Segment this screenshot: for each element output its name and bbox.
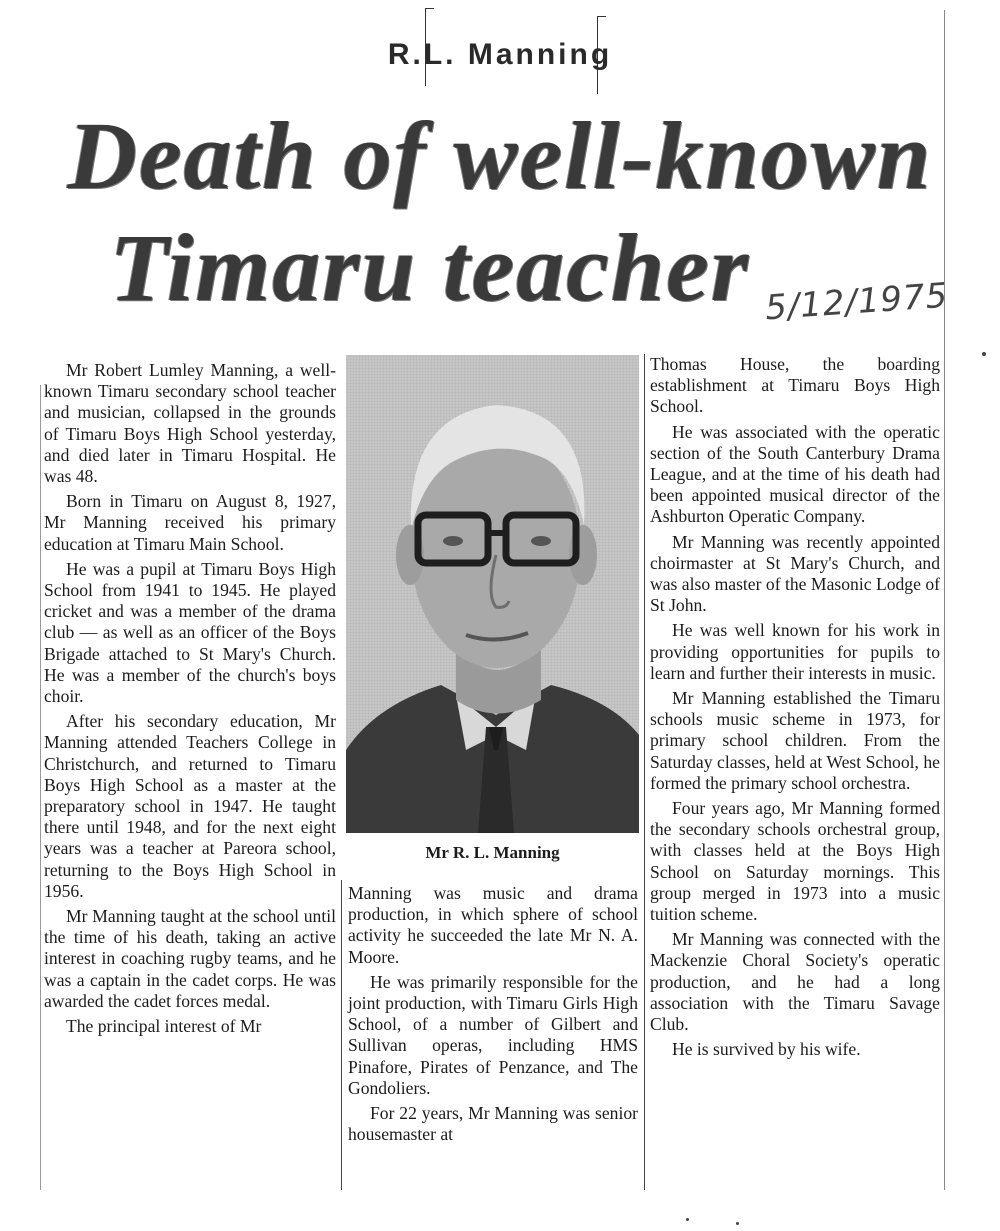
article-paragraph: He was primarily responsible for the joint production, with Timaru Girls High School, of a number of Gilbert and Sullivan operas, including HMS Pinafore, Pirates of Penzance, and The Gondoliers. [348, 971, 638, 1098]
article-kicker: R.L. Manning [387, 38, 613, 71]
article-column-middle [348, 883, 638, 1149]
article-paragraph: Mr Manning established the Timaru schools music scheme in 1973, for primary school children. From the Saturday classes, held at West School, he formed the primary school orchestra. [650, 688, 940, 793]
article-paragraph: Born in Timaru on August 8, 1927, Mr Manning received his primary education at Timaru Main School. [44, 491, 336, 554]
article-paragraph: For 22 years, Mr Manning was senior housemaster at [348, 1103, 638, 1145]
scan-speck [686, 1218, 689, 1221]
article-paragraph: He was associated with the operatic section of the South Canterbury Drama League, and at the time of his death had been appointed musical director of the Ashburton Operatic Company. [650, 421, 940, 527]
portrait-photo [346, 355, 639, 833]
column-rule [644, 354, 645, 1190]
column-rule [341, 880, 342, 1190]
article-paragraph: He was well known for his work in providing opportunities for pupils to learn and further their interests in music. [650, 620, 940, 683]
clipping-edge [40, 385, 41, 1190]
scan-speck [736, 1222, 739, 1225]
headline-line-1: Death of well-known [67, 102, 933, 209]
article-paragraph: Four years ago, Mr Manning formed the secondary schools orchestral group, with classes held at the Boys High School on Saturday mornings. This group merged in 1973 into a music tuition scheme. [650, 798, 940, 925]
article-column-left [44, 360, 336, 1041]
article-paragraph: Thomas House, the boarding establishment at Timaru Boys High School. [650, 354, 940, 417]
article-paragraph: Manning was music and drama production, in which sphere of school activity he succeeded the late Mr N. A. Moore. [348, 883, 638, 967]
article-paragraph: Mr Robert Lumley Manning, a well-known Timaru secondary school teacher and musician, collapsed in the grounds of Timaru Boys High School yesterday, and died later in Timaru Hospital. He was 48. [44, 360, 336, 487]
article-paragraph: He is survived by his wife. [672, 1039, 861, 1060]
scan-speck [982, 352, 986, 356]
article-paragraph: Mr Manning was connected with the Mackenzie Choral Society's operatic production, and he had a long association with the Timaru Savage Club. [650, 929, 940, 1035]
clipping-edge [944, 10, 945, 1190]
article-paragraph: The principal interest of Mr [66, 1016, 262, 1037]
handwritten-date: 5/12/1975 [763, 275, 950, 329]
article-paragraph: Mr Manning taught at the school until the time of his death, taking an active interest in coaching rugby teams, and he was a captain in the cadet corps. He was awarded the cadet forces medal. [44, 906, 336, 1011]
article-paragraph: He was a pupil at Timaru Boys High School from 1941 to 1945. He played cricket and was a member of the drama club — as well as an officer of the Boys Brigade attached to St Mary's Church. He was a member of the church's boys choir. [44, 558, 336, 707]
photo-caption: Mr R. L. Manning [425, 843, 560, 862]
article-paragraph: After his secondary education, Mr Manning attended Teachers College in Christchurch, and returned to Timaru Boys High School as a master at the preparatory school in 1947. He taught there until 1948, and for the next eight years was a teacher at Pareora school, returning to the Boys High School in 1956. [44, 711, 336, 901]
headline-line-2: Timaru teacher [109, 214, 751, 321]
article-paragraph: Mr Manning was recently appointed choirmaster at St Mary's Church, and was also master of the Masonic Lodge of St John. [650, 531, 940, 616]
article-column-right [650, 354, 940, 1065]
portrait-illustration [346, 355, 639, 833]
